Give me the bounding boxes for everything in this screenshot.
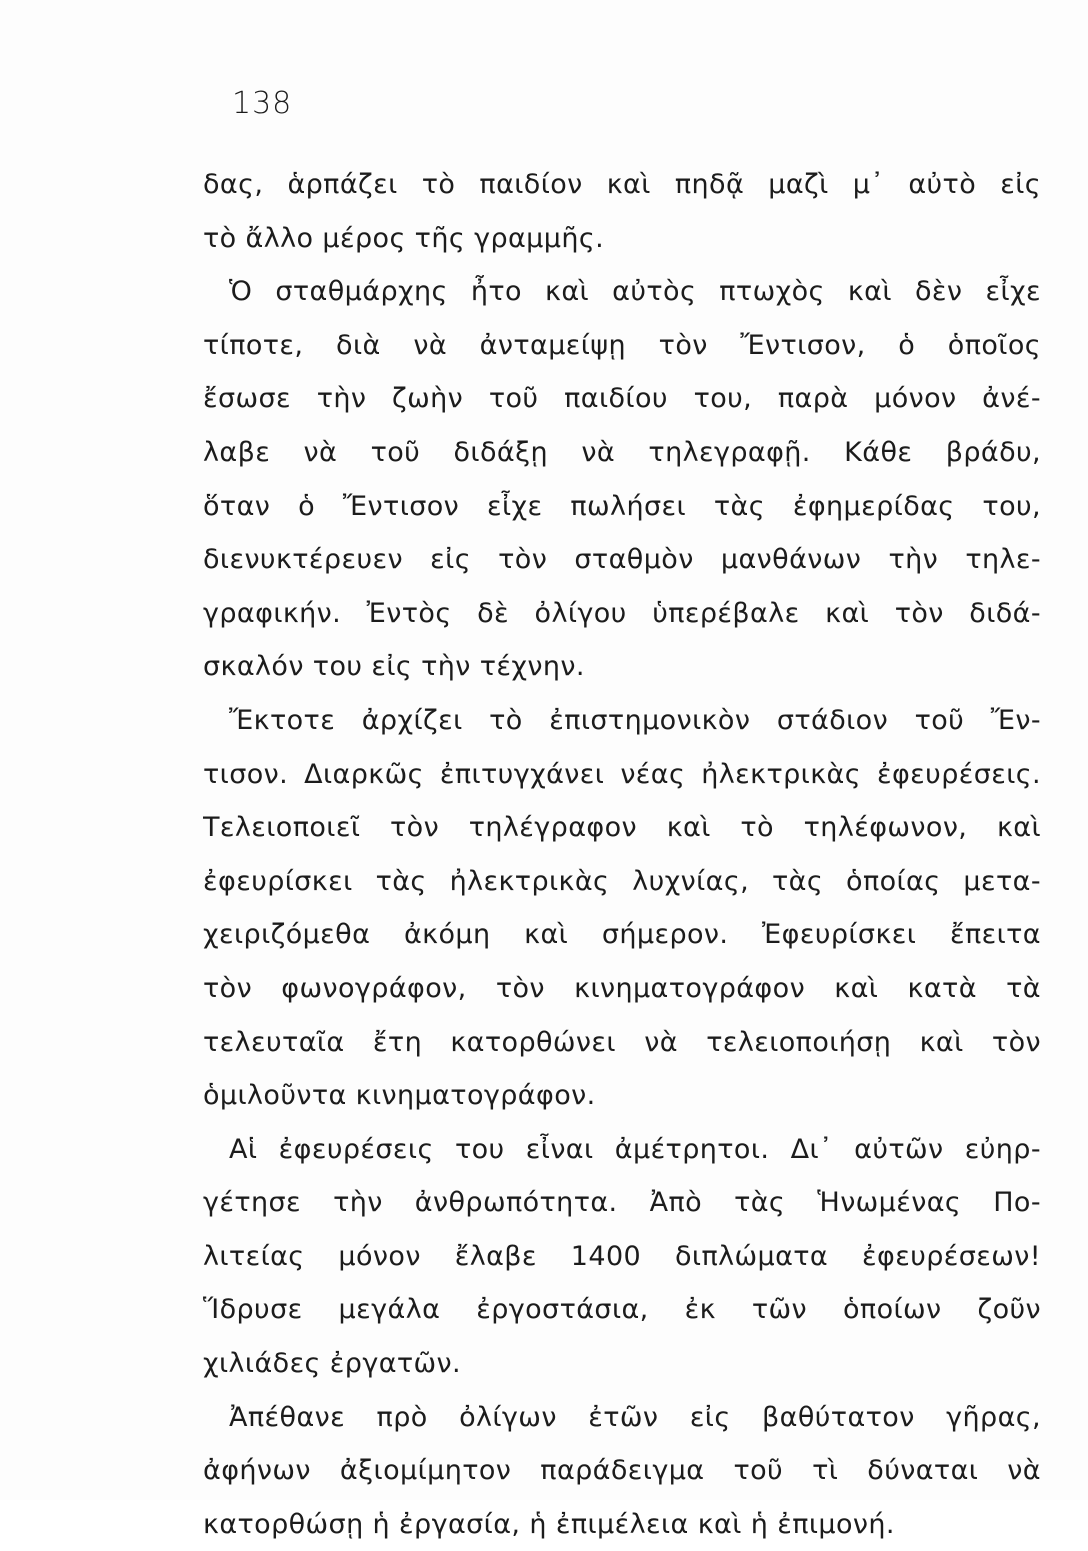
text-line: δας, ἁρπάζει τὸ παιδίον καὶ πηδᾷ μαζὶ μ᾽ αὐτὸ εἰς	[203, 169, 1041, 200]
text-line: γραφικήν. Ἐντὸς δὲ ὀλίγου ὑπερέβαλε καὶ τὸν διδά-	[203, 597, 1041, 629]
text-line: ἀφήνων ἀξιομίμητον παράδειγμα τοῦ τὶ δύναται νὰ	[203, 1455, 1041, 1487]
text-line: γέτησε τὴν ἀνθρωπότητα. Ἀπὸ τὰς Ἡνωμένας Πο-	[203, 1187, 1041, 1219]
text-line: τισον. Διαρκῶς ἐπιτυγχάνει νέας ἠλεκτρικὰς ἐφευρέσεις.	[203, 758, 1041, 790]
text-line: τίποτε, διὰ νὰ ἀνταμείψῃ τὸν Ἔντισον, ὁ ὁποῖος	[203, 329, 1041, 361]
text-line: ὁμιλοῦντα κινηματογράφον.	[203, 1080, 596, 1112]
text-line: ἔσωσε τὴν ζωὴν τοῦ παιδίου του, παρὰ μόνον ἀνέ-	[203, 383, 1041, 415]
paragraph-start-line: Ἔκτοτε ἀρχίζει τὸ ἐπιστημονικὸν στάδιον τοῦ Ἔν-	[229, 704, 1041, 736]
text-line: χειριζόμεθα ἀκόμη καὶ σήμερον. Ἐφευρίσκει ἔπειτα	[203, 919, 1041, 951]
text-line: διενυκτέρευεν εἰς τὸν σταθμὸν μανθάνων τὴν τηλε-	[203, 544, 1041, 576]
text-line: Τελειοποιεῖ τὸν τηλέγραφον καὶ τὸ τηλέφωνον, καὶ	[203, 812, 1041, 844]
text-line: ὅταν ὁ Ἔντισον εἶχε πωλήσει τὰς ἐφημερίδας του,	[203, 490, 1041, 522]
paragraph-start-line: Ἀπέθανε πρὸ ὀλίγων ἐτῶν εἰς βαθύτατον γῆρας,	[229, 1401, 1041, 1433]
text-line: λιτείας μόνον ἔλαβε 1400 διπλώματα ἐφευρέσεων!	[203, 1240, 1041, 1272]
page-text	[203, 158, 1041, 1551]
page-number: 138	[232, 86, 293, 121]
text-line: χιλιάδες ἐργατῶν.	[203, 1348, 462, 1380]
text-line: τὸν φωνογράφον, τὸν κινηματογράφον καὶ κατὰ τὰ	[203, 972, 1041, 1004]
text-line: σκαλόν του εἰς τὴν τέχνην.	[203, 651, 585, 683]
text-line: λαβε νὰ τοῦ διδάξῃ νὰ τηλεγραφῇ. Κάθε βράδυ,	[203, 436, 1041, 468]
text-line: τὸ ἄλλο μέρος τῆς γραμμῆς.	[203, 222, 605, 254]
text-line: κατορθώσῃ ἡ ἐργασία, ἡ ἐπιμέλεια καὶ ἡ ἐπιμονή.	[203, 1508, 895, 1540]
text-line: ἐφευρίσκει τὰς ἠλεκτρικὰς λυχνίας, τὰς ὁποίας μετα-	[203, 865, 1041, 897]
paragraph-start-line: Αἱ ἐφευρέσεις του εἶναι ἀμέτρητοι. Δι᾽ αὐτῶν εὐηρ-	[229, 1133, 1041, 1165]
paragraph-start-line: Ὁ σταθμάρχης ἦτο καὶ αὐτὸς πτωχὸς καὶ δὲν εἶχε	[229, 276, 1041, 308]
text-line: τελευταῖα ἔτη κατορθώνει νὰ τελειοποιήσῃ καὶ τὸν	[203, 1026, 1041, 1058]
text-line: Ἵδρυσε μεγάλα ἐργοστάσια, ἐκ τῶν ὁποίων ζοῦν	[203, 1294, 1041, 1326]
